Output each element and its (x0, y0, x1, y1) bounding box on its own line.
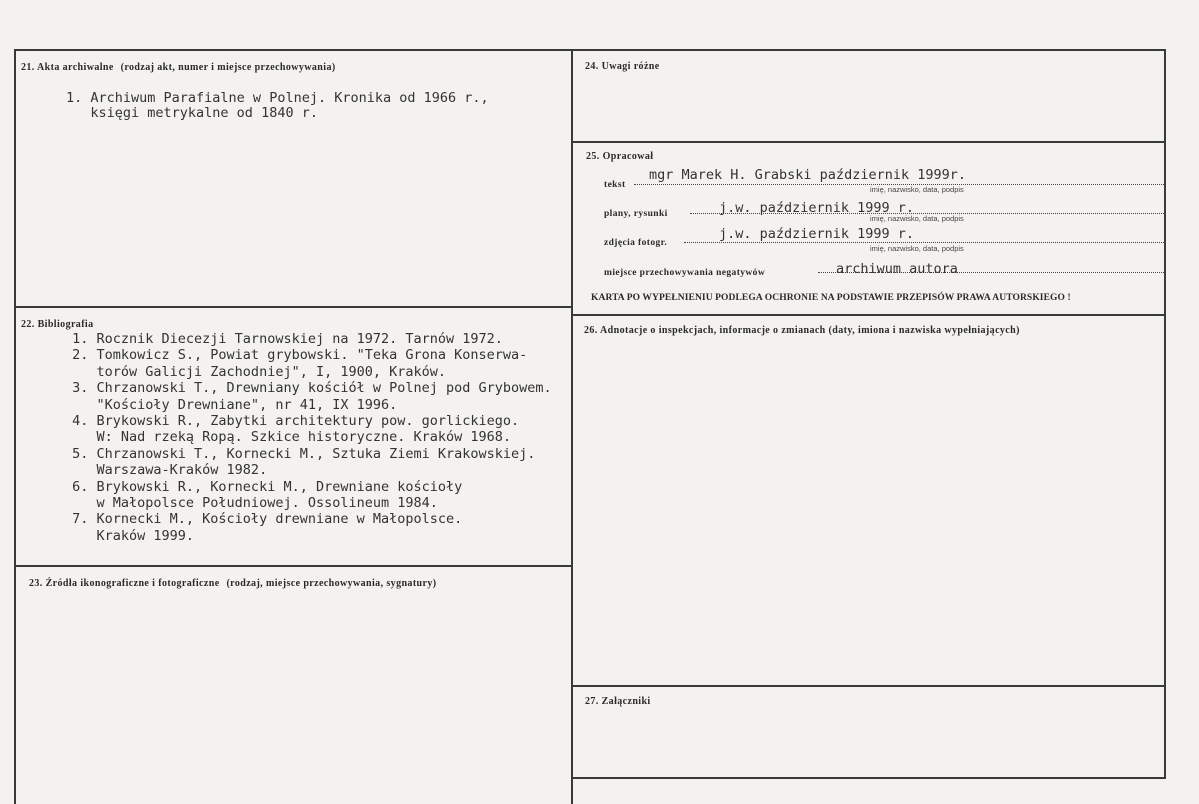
section-22-title: 22. Bibliografia (21, 319, 94, 330)
right-divider-24-25 (571, 141, 1166, 143)
bibliography-line: w Małopolsce Południowej. Ossolineum 1984. (64, 495, 438, 512)
tekst-hint: imię, nazwisko, data, podpis (870, 185, 964, 194)
negatywy-value: archiwum autora (836, 261, 958, 277)
section-27-title: 27. Załączniki (585, 696, 651, 707)
bibliography-line: Kraków 1999. (64, 527, 195, 544)
bibliography-line: torów Galicji Zachodniej", I, 1900, Kraków. (64, 363, 447, 380)
center-divider-line (571, 49, 573, 804)
section-24-title: 24. Uwagi różne (585, 61, 660, 72)
plany-hint: imię, nazwisko, data, podpis (870, 214, 964, 223)
section-21-entry-line-2: księgi metrykalne od 1840 r. (66, 105, 318, 121)
bibliography-line: 1. Rocznik Diecezji Tarnowskiej na 1972. Tarnów 1972. (64, 331, 503, 347)
left-divider-22-23 (14, 565, 573, 567)
section-21-sublabel: (rodzaj akt, numer i miejsce przechowywania) (120, 62, 336, 73)
zdjecia-label: zdjęcia fotogr. (604, 238, 668, 248)
right-border-line (1164, 49, 1166, 779)
bibliography-line: 2. Tomkowicz S., Powiat grybowski. "Teka Grona Konserwa- (64, 347, 528, 364)
bibliography-line: "Kościoły Drewniane", nr 41, IX 1996. (64, 396, 398, 413)
negatywy-label: miejsce przechowywania negatywów (604, 268, 766, 278)
section-26-title: 26. Adnotacje o inspekcjach, informacje o zmianach (daty, imiona i nazwiska wypełniających) (584, 325, 1020, 336)
bibliography-line: W: Nad rzeką Ropą. Szkice historyczne. Kraków 1968. (64, 429, 512, 446)
left-border-line (14, 49, 16, 804)
copyright-notice: KARTA PO WYPEŁNIENIU PODLEGA OCHRONIE NA PODSTAWIE PRZEPISÓW PRAWA AUTORSKIEGO ! (591, 293, 1071, 303)
plany-label: plany, rysunki (604, 209, 668, 219)
zdjecia-value: j.w. październik 1999 r. (719, 226, 915, 242)
bibliography-line: 4. Brykowski R., Zabytki architektury pow. gorlickiego. (64, 413, 520, 430)
bibliography-line: 3. Chrzanowski T., Drewniany kościół w Polnej pod Grybowem. (64, 380, 552, 397)
section-23-sublabel: (rodzaj, miejsce przechowywania, sygnatury) (226, 578, 437, 589)
section-21-title (21, 62, 336, 73)
tekst-label: tekst (604, 180, 626, 190)
section-23-title (29, 578, 437, 589)
section-21-entry-line-1: 1. Archiwum Parafialne w Polnej. Kronika od 1966 r., (66, 90, 489, 106)
bibliography-line: Warszawa-Kraków 1982. (64, 462, 268, 479)
zdjecia-hint: imię, nazwisko, data, podpis (870, 244, 964, 253)
bibliography-line: 6. Brykowski R., Kornecki M., Drewniane kościoły (64, 478, 463, 495)
left-divider-21-22 (14, 306, 573, 308)
bibliography-line: 7. Kornecki M., Kościoły drewniane w Małopolsce. (64, 511, 463, 528)
right-divider-26-27 (571, 685, 1166, 687)
bottom-right-line (571, 777, 1166, 779)
section-25-title: 25. Opracował (586, 151, 654, 162)
right-divider-25-26 (571, 314, 1166, 316)
section-21-label: 21. Akta archiwalne (21, 62, 114, 73)
top-border-line (14, 49, 1166, 51)
tekst-value: mgr Marek H. Grabski październik 1999r. (649, 167, 966, 183)
plany-value: j.w. październik 1999 r. (719, 200, 915, 216)
bibliography-line: 5. Chrzanowski T., Kornecki M., Sztuka Ziemi Krakowskiej. (64, 445, 536, 462)
zdjecia-dotted-line (684, 242, 1166, 243)
bibliography-list (64, 331, 552, 544)
section-23-label: 23. Źródła ikonograficzne i fotograficzne (29, 578, 220, 589)
